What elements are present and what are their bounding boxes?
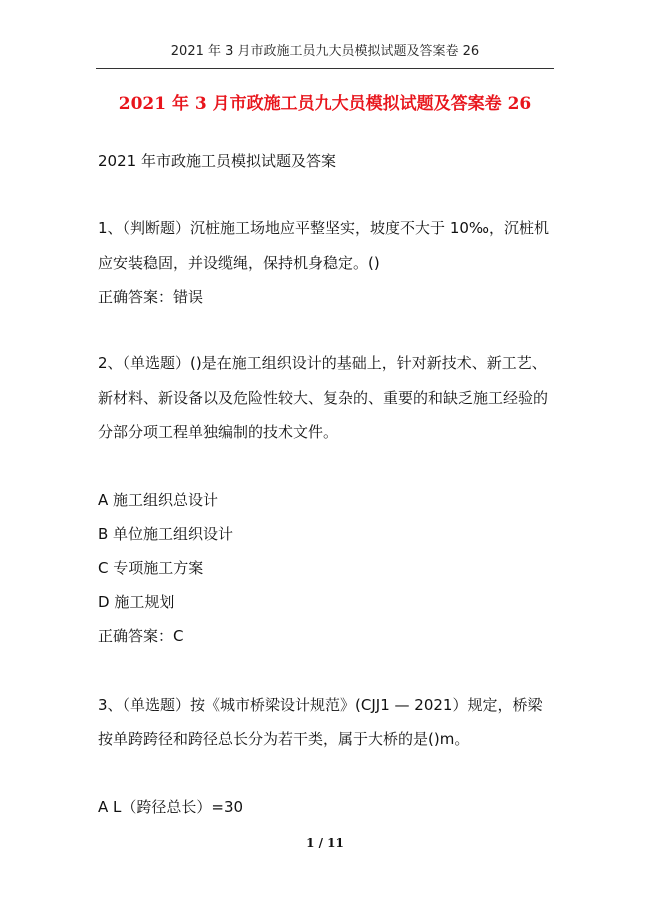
running-header: 2021 年 3 月市政施工员九大员模拟试题及答案卷 26 xyxy=(170,44,480,59)
question-2-stem-line-1: 2、（单选题）()是在施工组织设计的基础上，针对新技术、新工艺、 xyxy=(98,354,547,372)
document-title: 2021 年 3 月市政施工员九大员模拟试题及答案卷 26 xyxy=(118,94,532,114)
question-2-option-a: A 施工组织总设计 xyxy=(98,491,219,509)
question-2-option-d: D 施工规划 xyxy=(98,593,175,611)
question-3-stem-line-1: 3、（单选题）按《城市桥梁设计规范》(CJJ1 — 2021）规定，桥梁 xyxy=(98,696,543,714)
question-3-option-a: A L（跨径总长）=30 xyxy=(98,798,244,816)
page-number: 1 / 11 xyxy=(306,836,344,850)
question-2-stem-line-2: 新材料、新设备以及危险性较大、复杂的、重要的和缺乏施工经验的 xyxy=(98,389,549,407)
question-2-stem-line-3: 分部分项工程单独编制的技术文件。 xyxy=(98,423,339,441)
question-1-stem-line-1: 1、（判断题）沉桩施工场地应平整坚实，坡度不大于 10‰，沉桩机 xyxy=(98,219,550,237)
question-3-stem-line-2: 按单跨跨径和跨径总长分为若干类，属于大桥的是()m。 xyxy=(98,730,470,748)
document-subtitle: 2021 年市政施工员模拟试题及答案 xyxy=(98,152,336,170)
question-2-option-c: C 专项施工方案 xyxy=(98,559,204,577)
header-divider xyxy=(96,68,554,69)
question-2-option-b: B 单位施工组织设计 xyxy=(98,525,234,543)
question-1-answer: 正确答案：错误 xyxy=(98,288,204,306)
question-1-stem-line-2: 应安装稳固，并设缆绳，保持机身稳定。() xyxy=(98,254,380,272)
question-2-answer: 正确答案：C xyxy=(98,627,184,645)
